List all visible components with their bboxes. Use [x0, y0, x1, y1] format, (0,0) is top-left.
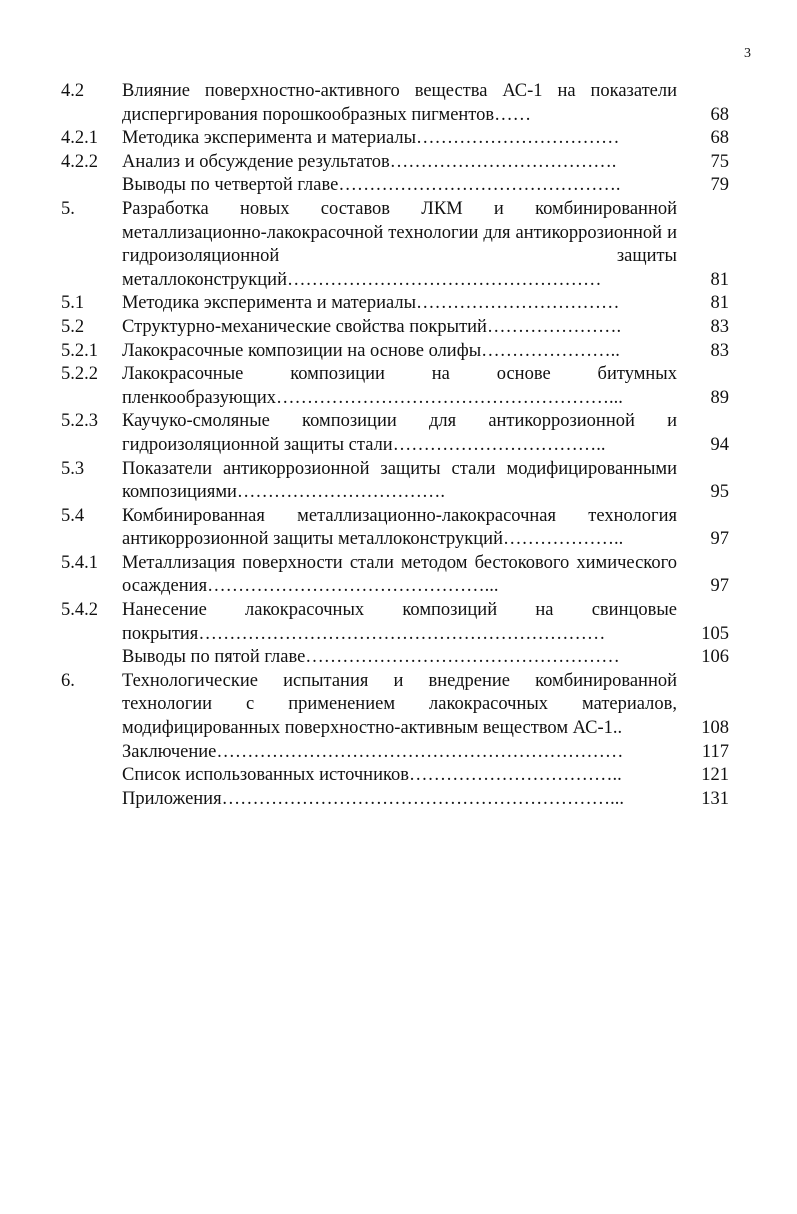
- toc-entry-title: Каучуко-смоляные композиции для антикоррозионной и гидроизоляционной защиты стали……………………………..: [122, 411, 677, 455]
- toc-entry-title: Влияние поверхностно-активного вещества АС-1 на показатели диспергирования порошкообразных пигментов……: [122, 81, 677, 125]
- toc-entry-page: 68: [710, 104, 729, 125]
- toc-entry-title: Технологические испытания и внедрение комбинированной технологии с применением лакокрасочных материалов, модифицированных поверхностно-активным веществом АС-1..: [122, 670, 677, 739]
- toc-entry-page: 105: [701, 623, 729, 644]
- toc-entry: [61, 410, 729, 457]
- toc-entry-title: Заключение…………………………………………………………: [122, 741, 624, 762]
- toc-entry-number: 4.2: [61, 81, 85, 101]
- toc-entry: [61, 198, 729, 292]
- table-of-contents: [61, 80, 729, 811]
- toc-entry-page: 121: [701, 765, 729, 786]
- toc-entry: [61, 151, 729, 175]
- toc-entry: [61, 127, 729, 151]
- toc-entry-page: 83: [710, 340, 729, 361]
- toc-entry-page: 108: [701, 718, 729, 739]
- toc-entry-page: 97: [710, 529, 729, 550]
- toc-entry: [61, 741, 729, 765]
- toc-entry-title: Комбинированная металлизационно-лакокрасочная технология антикоррозионной защиты металлоконструкций………………..: [122, 505, 677, 550]
- toc-entry: [61, 788, 729, 812]
- toc-entry-number: 6.: [61, 670, 75, 691]
- toc-entry-title: Разработка новых составов ЛКМ и комбинированной металлизационно-лакокрасочной технологии для антикоррозионной и гидроизоляционной защиты металлоконструкций……………………………………………: [122, 198, 677, 290]
- toc-entry: [61, 316, 729, 340]
- toc-entry-title: Список использованных источников……………………………..: [122, 765, 622, 786]
- toc-entry: [61, 552, 729, 599]
- toc-entry-title: Нанесение лакокрасочных композиций на свинцовые покрытия…………………………………………………………: [122, 600, 677, 644]
- toc-entry: [61, 458, 729, 505]
- toc-entry-number: 5.2.1: [61, 340, 98, 361]
- toc-entry-number: 5.: [61, 198, 75, 219]
- toc-entry-title: Выводы по четвертой главе……………………………………….: [122, 175, 621, 196]
- toc-entry-number: 5.2.2: [61, 364, 98, 385]
- toc-entry-number: 5.1: [61, 293, 85, 314]
- toc-entry-title: Лакокрасочные композиции на основе битумных пленкообразующих………………………………………………...: [122, 364, 677, 408]
- toc-entry-page: 83: [710, 316, 729, 337]
- toc-entry: [61, 599, 729, 646]
- toc-entry-title: Структурно-механические свойства покрытий………………….: [122, 316, 622, 337]
- toc-entry-number: 4.2.1: [61, 128, 98, 149]
- toc-entry-number: 5.2: [61, 316, 85, 337]
- toc-entry-page: 81: [710, 269, 729, 290]
- toc-entry-number: 5.4: [61, 505, 85, 526]
- toc-entry-title: Показатели антикоррозионной защиты стали модифицированными композициями…………………………….: [122, 458, 677, 503]
- page-number: 3: [744, 46, 751, 61]
- toc-entry: [61, 80, 729, 127]
- toc-entry-title: Методика эксперимента и материалы……………………………: [122, 128, 620, 149]
- toc-entry-page: 68: [710, 128, 729, 149]
- toc-entry-page: 117: [701, 741, 729, 762]
- toc-entry: [61, 292, 729, 316]
- toc-entry-number: 4.2.2: [61, 151, 98, 172]
- toc-entry-page: 95: [710, 482, 729, 503]
- toc-entry-number: 5.4.1: [61, 552, 98, 573]
- toc-entry: [61, 670, 729, 741]
- toc-entry: [61, 764, 729, 788]
- toc-entry-page: 79: [710, 175, 729, 196]
- toc-entry: [61, 505, 729, 552]
- toc-entry-page: 97: [710, 576, 729, 597]
- toc-entry: [61, 646, 729, 670]
- toc-entry-page: 106: [701, 647, 729, 668]
- toc-entry-page: 81: [710, 293, 729, 314]
- toc-entry-page: 89: [710, 387, 729, 408]
- toc-entry: [61, 174, 729, 198]
- toc-entry-title: Методика эксперимента и материалы……………………………: [122, 293, 620, 314]
- toc-entry-title: Приложения………………………………………………………...: [122, 788, 624, 809]
- toc-entry-page: 75: [710, 151, 729, 172]
- toc-entry: [61, 363, 729, 410]
- toc-entry: [61, 340, 729, 364]
- toc-entry-number: 5.2.3: [61, 411, 98, 432]
- toc-entry-title: Металлизация поверхности стали методом бестокового химического осаждения………………………………………...: [122, 552, 677, 597]
- toc-entry-page: 131: [701, 788, 729, 809]
- toc-entry-number: 5.4.2: [61, 600, 98, 621]
- toc-entry-title: Лакокрасочные композиции на основе олифы…………………..: [122, 340, 620, 361]
- toc-entry-title: Выводы по пятой главе……………………………………………: [122, 647, 620, 668]
- toc-entry-title: Анализ и обсуждение результатов……………………………….: [122, 151, 617, 172]
- toc-entry-number: 5.3: [61, 458, 85, 479]
- toc-entry-page: 94: [710, 434, 729, 455]
